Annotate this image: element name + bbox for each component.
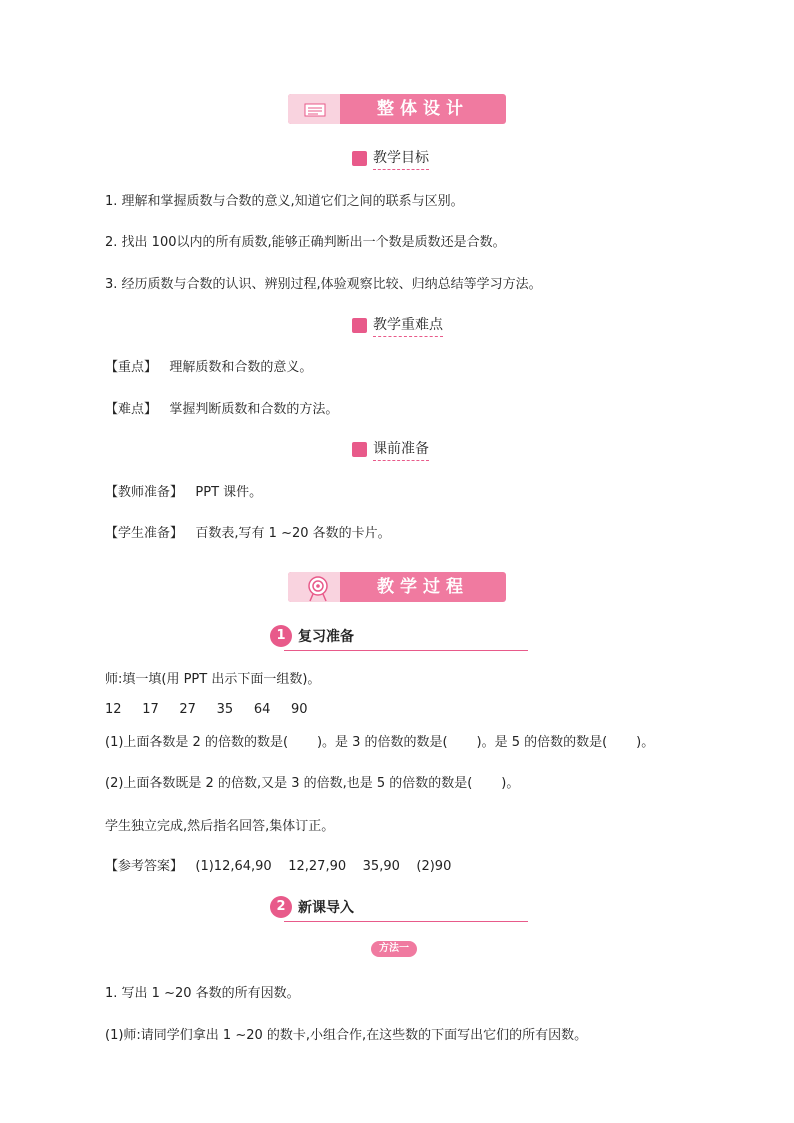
section-title: 新课导入 — [298, 900, 354, 916]
subheading-label: 教学目标 — [373, 148, 429, 170]
section-underline — [284, 650, 528, 651]
section-number: 1 — [270, 625, 292, 647]
method-badge: 方法一 — [371, 941, 417, 957]
lesson-step: 1. 写出 1 ~20 各数的所有因数。 — [105, 986, 300, 1001]
section-title: 复习准备 — [298, 629, 354, 645]
difficult-point: 【难点】 掌握判断质数和合数的方法。 — [105, 402, 339, 417]
target-icon — [288, 572, 340, 602]
banner-title: 教学过程 — [377, 577, 469, 597]
bookmark-icon — [352, 151, 367, 166]
review-procedure: 学生独立完成,然后指名回答,集体订正。 — [105, 819, 335, 834]
subheading-label: 教学重难点 — [373, 315, 443, 337]
teacher-preparation: 【教师准备】 PPT 课件。 — [105, 485, 263, 500]
bookmark-icon — [352, 442, 367, 457]
section-number: 2 — [270, 896, 292, 918]
bookmark-icon — [352, 318, 367, 333]
section-banner-overall-design — [288, 94, 506, 124]
student-preparation: 【学生准备】 百数表,写有 1 ~20 各数的卡片。 — [105, 526, 391, 541]
reference-answer: 【参考答案】 (1)12,64,90 12,27,90 35,90 (2)90 — [105, 859, 452, 874]
banner-title: 整体设计 — [377, 99, 469, 119]
goal-item: 1. 理解和掌握质数与合数的意义,知道它们之间的联系与区别。 — [105, 194, 464, 209]
subheading-preparation — [352, 439, 429, 459]
goal-item: 2. 找出 100以内的所有质数,能够正确判断出一个数是质数还是合数。 — [105, 235, 506, 250]
question-1: (1)上面各数是 2 的倍数的数是( )。是 3 的倍数的数是( )。是 5 的倍数的数是( )。 — [105, 735, 655, 750]
key-point: 【重点】 理解质数和合数的意义。 — [105, 360, 313, 375]
section-banner-teaching-process — [288, 572, 506, 602]
section-underline — [284, 921, 528, 922]
section-heading-review — [270, 625, 528, 649]
number-list: 12 17 27 35 64 90 — [105, 702, 308, 717]
subheading-teaching-goals — [352, 148, 429, 168]
section-heading-new-lesson — [270, 896, 528, 920]
review-instruction: 师:填一填(用 PPT 出示下面一组数)。 — [105, 672, 321, 687]
question-2: (2)上面各数既是 2 的倍数,又是 3 的倍数,也是 5 的倍数的数是( )。 — [105, 776, 520, 791]
goal-item: 3. 经历质数与合数的认识、辨别过程,体验观察比较、归纳总结等学习方法。 — [105, 277, 542, 292]
lesson-step: (1)师:请同学们拿出 1 ~20 的数卡,小组合作,在这些数的下面写出它们的所有因数。 — [105, 1028, 588, 1043]
subheading-key-difficulties — [352, 315, 443, 335]
subheading-label: 课前准备 — [373, 439, 429, 461]
book-icon — [288, 94, 340, 124]
